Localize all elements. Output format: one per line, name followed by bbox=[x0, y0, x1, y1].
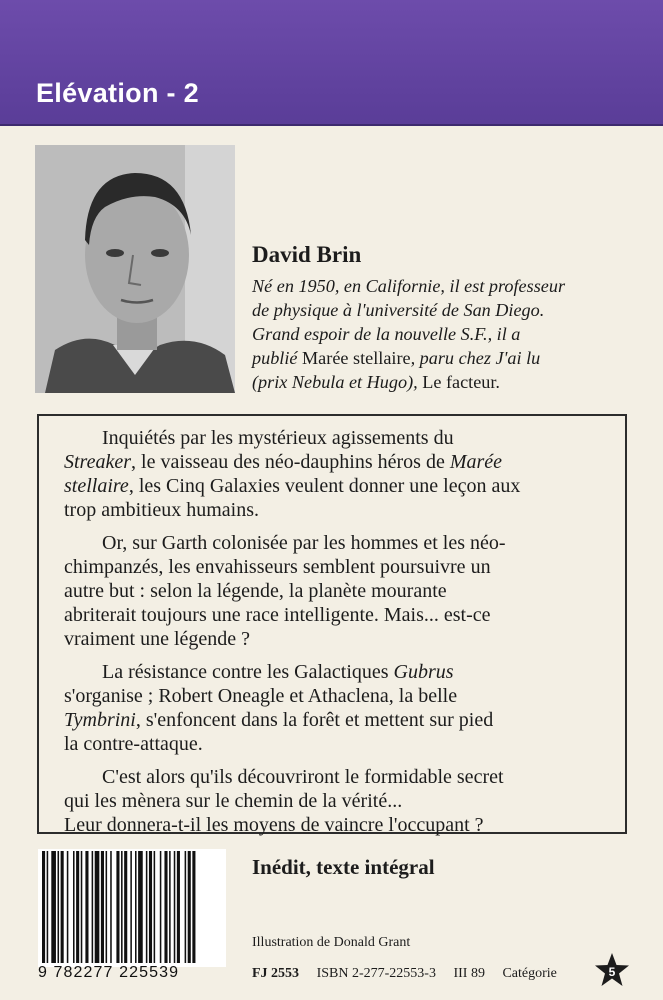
barcode-bar bbox=[164, 851, 167, 963]
text-run: Né en 1950, en Californie, il est professeur bbox=[252, 276, 566, 296]
blurb-line bbox=[64, 732, 611, 756]
barcode-bar bbox=[58, 851, 60, 963]
barcode-bar bbox=[124, 851, 127, 963]
barcode-bar bbox=[135, 851, 137, 963]
text-run: Grand espoir de la nouvelle S.F., il a bbox=[252, 324, 521, 344]
blurb-line bbox=[64, 579, 611, 603]
barcode-bar bbox=[154, 851, 156, 963]
blurb-paragraph bbox=[64, 531, 611, 651]
text-run: Le facteur. bbox=[422, 372, 500, 392]
category-label: Catégorie bbox=[502, 966, 557, 981]
edition-note: Inédit, texte intégral bbox=[252, 855, 435, 879]
text-run: , s'enfoncent dans la forêt et mettent sur pied bbox=[135, 709, 494, 731]
barcode-bar bbox=[188, 851, 191, 963]
barcode-bar bbox=[177, 851, 180, 963]
text-run: Marée stellaire bbox=[302, 348, 411, 368]
text-run: qui les mènera sur le chemin de la vérité... bbox=[64, 790, 403, 812]
barcode-digits: 9 782277 225539 bbox=[38, 964, 180, 981]
text-run: vraiment une légende ? bbox=[64, 628, 251, 650]
author-name: David Brin bbox=[252, 242, 362, 267]
text-run: , le vaisseau des néo-dauphins héros de bbox=[131, 451, 450, 473]
text-run: , les Cinq Galaxies veulent donner une leçon aux bbox=[128, 475, 521, 497]
illustration-credit: Illustration de Donald Grant bbox=[252, 935, 411, 950]
barcode-bar bbox=[76, 851, 79, 963]
blurb-line bbox=[64, 789, 611, 813]
barcode-bar bbox=[121, 851, 123, 963]
barcode-bar bbox=[85, 851, 88, 963]
author-bio bbox=[252, 274, 637, 394]
blurb-line bbox=[64, 684, 611, 708]
series-code: FJ 2553 bbox=[252, 966, 300, 981]
barcode-bar bbox=[106, 851, 108, 963]
text-run: Tymbrini bbox=[64, 709, 136, 731]
blurb-line bbox=[64, 498, 611, 522]
blurb-line bbox=[64, 660, 611, 684]
barcode-bar bbox=[116, 851, 119, 963]
barcode-bar bbox=[61, 851, 64, 963]
barcode-bar bbox=[92, 851, 94, 963]
print-date: III 89 bbox=[453, 966, 485, 981]
blurb-line bbox=[64, 765, 611, 789]
barcode bbox=[38, 849, 226, 967]
barcode-bar bbox=[42, 851, 45, 963]
blurb-line bbox=[64, 450, 611, 474]
bio-line bbox=[252, 274, 637, 298]
back-cover-blurb bbox=[37, 414, 627, 834]
barcode-bar bbox=[95, 851, 100, 963]
blurb-line bbox=[64, 426, 611, 450]
blurb-paragraph bbox=[64, 660, 611, 756]
barcode-bar bbox=[192, 851, 195, 963]
barcode-bar bbox=[67, 851, 69, 963]
bio-line bbox=[252, 322, 637, 346]
barcode-bar bbox=[101, 851, 104, 963]
barcode-bar bbox=[174, 851, 176, 963]
text-run: Gubrus bbox=[393, 661, 454, 683]
barcode-bar bbox=[47, 851, 49, 963]
text-run: Streaker bbox=[64, 451, 132, 473]
barcode-bar bbox=[138, 851, 143, 963]
text-run: la contre-attaque. bbox=[64, 733, 203, 755]
text-run: autre but : selon la légende, la planète mourante bbox=[64, 580, 447, 602]
blurb-line bbox=[64, 555, 611, 579]
bio-line bbox=[252, 346, 637, 370]
text-run: abriterait toujours une race intelligente. Mais... est-ce bbox=[64, 604, 491, 626]
text-run: trop ambitieux humains. bbox=[64, 499, 259, 521]
bio-line bbox=[252, 370, 637, 394]
blurb-paragraph bbox=[64, 765, 611, 837]
text-run: Leur donnera-t-il les moyens de vaincre l'occupant ? bbox=[64, 814, 484, 836]
blurb-line bbox=[64, 813, 611, 837]
publication-info bbox=[252, 966, 571, 982]
blurb-line bbox=[64, 474, 611, 498]
barcode-bar bbox=[81, 851, 83, 963]
text-run: Marée bbox=[449, 451, 503, 473]
text-run: chimpanzés, les envahisseurs semblent poursuivre un bbox=[64, 556, 491, 578]
text-run: stellaire bbox=[64, 475, 129, 497]
barcode-bar bbox=[110, 851, 112, 963]
text-run: C'est alors qu'ils découvriront le formidable secret bbox=[102, 766, 504, 788]
bio-line bbox=[252, 298, 637, 322]
text-run: (prix Nebula et Hugo), bbox=[252, 372, 423, 392]
text-run: de physique à l'université de San Diego. bbox=[252, 300, 545, 320]
blurb-line bbox=[64, 708, 611, 732]
barcode-bar bbox=[169, 851, 171, 963]
barcode-bar bbox=[130, 851, 132, 963]
text-run: La résistance contre les Galactiques bbox=[102, 661, 394, 683]
barcode-bar bbox=[51, 851, 56, 963]
blurb-line bbox=[64, 531, 611, 555]
barcode-bar bbox=[149, 851, 152, 963]
series-title: Elévation - 2 bbox=[36, 78, 199, 108]
header-divider bbox=[0, 124, 663, 126]
text-run: s'organise ; Robert Oneagle et Athaclena, la belle bbox=[64, 685, 458, 707]
text-run: Or, sur Garth colonisée par les hommes et les néo- bbox=[102, 532, 506, 554]
category-number: 5 bbox=[608, 965, 616, 979]
author-photo bbox=[35, 145, 235, 393]
blurb-line bbox=[64, 603, 611, 627]
barcode-bar bbox=[185, 851, 187, 963]
category-star-icon bbox=[594, 952, 630, 988]
barcode-bar bbox=[146, 851, 148, 963]
blurb-paragraph bbox=[64, 426, 611, 522]
barcode-bar bbox=[73, 851, 75, 963]
text-run: , paru chez J'ai lu bbox=[410, 348, 541, 368]
text-run: Inquiétés par les mystérieux agissements du bbox=[102, 427, 454, 449]
text-run: publié bbox=[252, 348, 303, 368]
isbn: ISBN 2-277-22553-3 bbox=[316, 966, 436, 981]
barcode-bar bbox=[160, 851, 162, 963]
blurb-line bbox=[64, 627, 611, 651]
